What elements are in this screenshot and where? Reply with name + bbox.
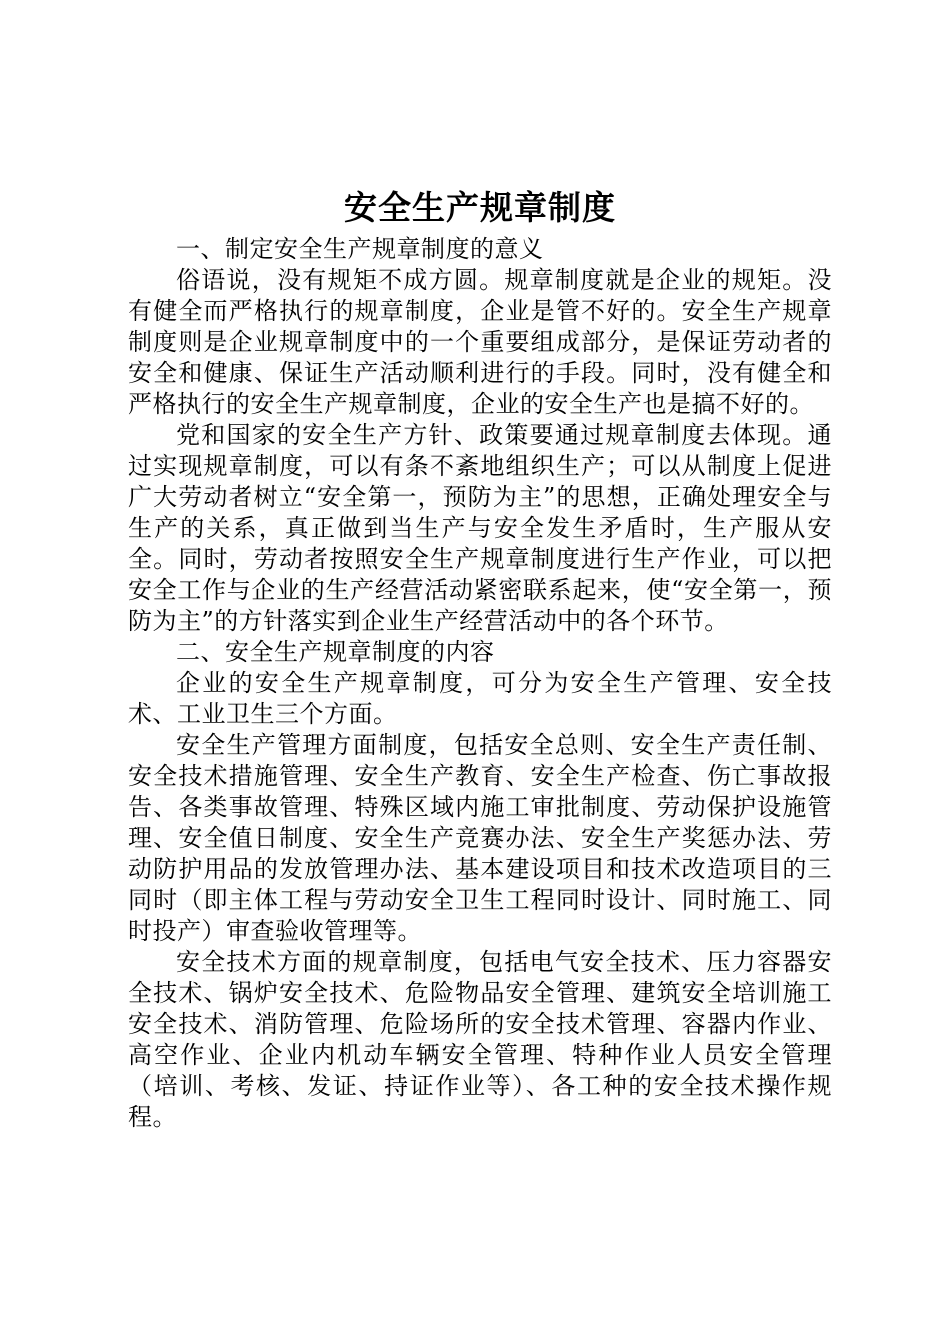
section-heading-1: 一、制定安全生产规章制度的意义 (176, 235, 544, 263)
document-page (128, 182, 832, 1133)
document-body (128, 234, 832, 1133)
paragraph: 企业的安全生产规章制度，可分为安全生产管理、安全技术、工业卫生三个方面。 (128, 669, 832, 728)
section-heading-2: 二、安全生产规章制度的内容 (176, 638, 495, 666)
paragraph: 安全生产管理方面制度，包括安全总则、安全生产责任制、安全技术措施管理、安全生产教育、安全生产检查、伤亡事故报告、各类事故管理、特殊区域内施工审批制度、劳动保护设施管理、安全值日制度、安全生产竞赛办法、安全生产奖惩办法、劳动防护用品的发放管理办法、基本建设项目和技术改造项目的三同时（即主体工程与劳动安全卫生工程同时设计、同时施工、同时投产）审查验收管理等。 (128, 731, 832, 945)
paragraph: 党和国家的安全生产方针、政策要通过规章制度去体现。通过实现规章制度，可以有条不紊地组织生产；可以从制度上促进广大劳动者树立“安全第一，预防为主”的思想，正确处理安全与生产的关系，真正做到当生产与安全发生矛盾时，生产服从安全。同时，劳动者按照安全生产规章制度进行生产作业，可以把安全工作与企业的生产经营活动紧密联系起来，使“安全第一，预防为主”的方针落实到企业生产经营活动中的各个环节。 (128, 421, 832, 635)
paragraph: 俗语说，没有规矩不成方圆。规章制度就是企业的规矩。没有健全而严格执行的规章制度，企业是管不好的。安全生产规章制度则是企业规章制度中的一个重要组成部分，是保证劳动者的安全和健康、保证生产活动顺利进行的手段。同时，没有健全和严格执行的安全生产规章制度，企业的安全生产也是搞不好的。 (128, 266, 832, 418)
document-title: 安全生产规章制度 (344, 188, 616, 227)
paragraph: 安全技术方面的规章制度，包括电气安全技术、压力容器安全技术、锅炉安全技术、危险物品安全管理、建筑安全培训施工安全技术、消防管理、危险场所的安全技术管理、容器内作业、高空作业、企业内机动车辆安全管理、特种作业人员安全管理（培训、考核、发证、持证作业等）、各工种的安全技术操作规程。 (128, 948, 832, 1131)
